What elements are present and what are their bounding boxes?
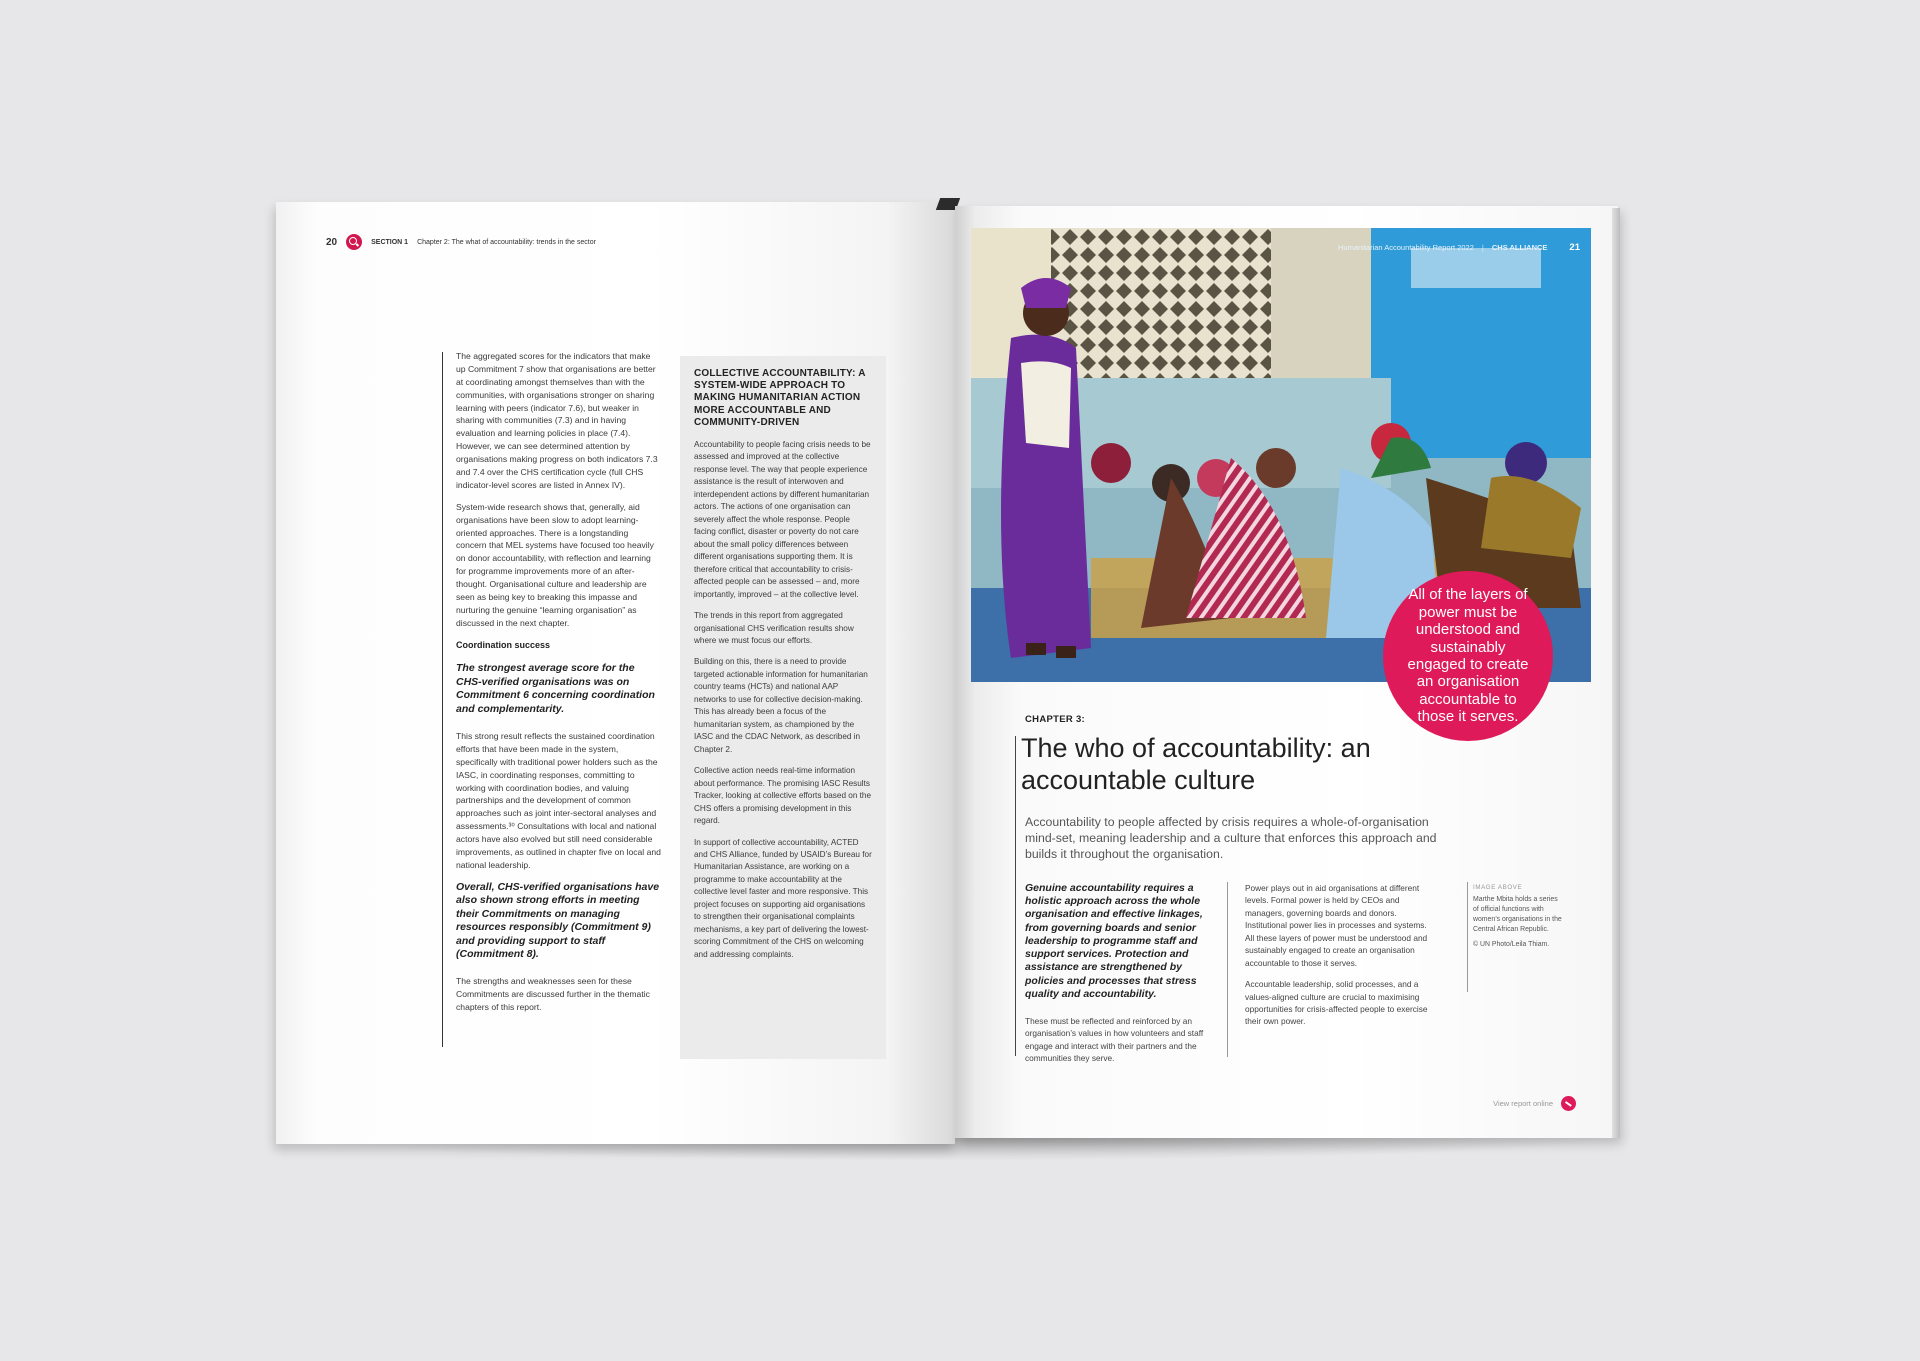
paragraph: Accountability to people facing crisis needs to be assessed and improved at the collective response level. The way that people experience assistance is the result of interwoven and interdependent actions by different humanitarian actors. The actions of one organisation can severely affect the whole response. People facing conflict, disaster or poverty do not care about the small policy differences between different organisations supporting them. It is therefore critical that accountability to crisis-affected people can be assessed – and, more importantly, improved – at the collective level.	[694, 439, 871, 599]
column-rule	[442, 352, 443, 1047]
chapter-label: Chapter 2: The what of accountability: trends in the sector	[417, 238, 596, 246]
highlight-quote: Overall, CHS-verified organisations have also shown strong efforts in meeting their Commitments on managing resources responsibly (Commitment 9) and providing support to staff (Commitment 8).	[456, 880, 660, 960]
arrow-icon	[1561, 1096, 1576, 1111]
right-page-header	[1338, 242, 1580, 253]
paragraph: The trends in this report from aggregated organisational CHS verification results show where we must focus our efforts.	[694, 611, 854, 645]
page-stack-edge	[1612, 208, 1620, 1138]
page-number: 20	[326, 236, 338, 248]
chapter-title: The who of accountability: an accountable culture	[1021, 733, 1371, 796]
column-rule	[1467, 882, 1468, 992]
caption-heading: IMAGE ABOVE	[1473, 884, 1523, 891]
image-caption	[1473, 884, 1565, 955]
view-online-label: View report online	[1493, 1099, 1553, 1108]
subheading: Coordination success	[456, 639, 551, 650]
left-text-column	[456, 350, 661, 1023]
view-online-link[interactable]	[1493, 1096, 1576, 1111]
brand-label: CHS ALLIANCE	[1491, 243, 1548, 252]
paragraph: Power plays out in aid organisations at different levels. Formal power is held by CEOs and managers, governing boards and donors. Institutional power lies in processes and systems. All these layers of power must be understood and sustainably engaged to create an organisation accountable to those it serves.	[1245, 883, 1428, 968]
section-label: SECTION 1	[371, 238, 409, 246]
column-rule	[1227, 882, 1228, 1057]
search-icon	[346, 234, 362, 250]
paragraph: System-wide research shows that, generally, aid organisations have been slow to adopt learning-oriented approaches. There is a longstanding concern that MEL systems have focused too heavily on donor accountability, with reflection and learning for programme improvements more of an after-thought. Organisational culture and leadership are seen as being key to breaking this impasse and nurturing the genuine “learning organisation” as discussed in the next chapter.	[456, 501, 654, 628]
paragraph: The strengths and weaknesses seen for these Commitments are discussed further in the thematic chapters of this report.	[456, 976, 650, 1013]
left-page-header	[326, 234, 596, 250]
page-number: 21	[1569, 242, 1580, 253]
right-page	[955, 206, 1618, 1138]
paragraph: This strong result reflects the sustained coordination efforts that have been made in the system, specifically with traditional power holders such as the IASC, in coordinating responses, committing to working with coordination bodies, and valuing partnerships and the development of common approaches such as joint inter-sectoral analyses and assessments.³⁰ Consultations with local and national actors have also evolved but still need considerable improvements, as outlined in chapter five on local and national leadership.	[456, 730, 661, 870]
chapter-kicker: CHAPTER 3:	[1025, 714, 1086, 725]
chapter-intro: Accountability to people affected by crisis requires a whole-of-organisation mind-set, meaning leadership and a culture that enforces this approach and builds it throughout the organisation.	[1025, 815, 1437, 862]
box-heading: COLLECTIVE ACCOUNTABILITY: A SYSTEM-WIDE APPROACH TO MAKING HUMANITARIAN ACTION MORE ACCOUNTABLE AND COMMUNITY-DRIVEN	[694, 368, 866, 428]
pull-quote-circle	[1383, 571, 1553, 741]
right-column-1	[1025, 882, 1205, 1065]
paragraph: These must be reflected and reinforced by an organisation’s values in how volunteers and staff engage and interact with their partners and the communities they serve.	[1025, 1015, 1204, 1064]
right-column-2	[1245, 882, 1435, 1037]
paragraph: Accountable leadership, solid processes, and a values-aligned culture are crucial to maximising opportunities for crisis-affected people to exercise their own power.	[1245, 979, 1428, 1027]
left-page	[276, 202, 955, 1144]
paragraph: The aggregated scores for the indicators that make up Commitment 7 show that organisations are better at coordinating amongst themselves than with the communities, with organisations stronger on sharing learning with peers (indicator 7.6), but weaker in sharing with communities (7.3) and in having evaluation and learning policies in place (7.4). However, we can see determined attention by organisations making progress on both indicators 7.3 and 7.4 over the CHS certification cycle (full CHS indicator-level scores are listed in Annex IV).	[456, 351, 658, 490]
caption-text: Marthe Mbita holds a series of official functions with women’s organisations in the Central African Republic.	[1473, 895, 1562, 933]
paragraph: Collective action needs real-time information about performance. The promising IASC Results Tracker, looking at collective efforts based on the CHS offers a promising development in this regard.	[694, 766, 872, 826]
title-rule	[1015, 736, 1016, 1056]
collective-accountability-box	[680, 356, 886, 1059]
report-title: Humanitarian Accountability Report 2022	[1337, 243, 1474, 252]
header-separator: |	[1481, 243, 1484, 252]
photo-credit: © UN Photo/Leila Thiam.	[1473, 940, 1550, 948]
highlight-quote: The strongest average score for the CHS-verified organisations was on Commitment 6 concerning coordination and complementarity.	[456, 662, 655, 715]
highlight-quote: Genuine accountability requires a holistic approach across the whole organisation and effective linkages, from governing boards and senior leadership to programme staff and support services. Protection and assistance are strengthened by policies and processes that stress quality and accountability.	[1025, 882, 1203, 1000]
paragraph: Building on this, there is a need to provide targeted actionable information for humanitarian country teams (HCTs) and national AAP networks to use for collective decision-making. This has already been a focus of the humanitarian system, as championed by the IASC and the CDAC Network, as described in Chapter 2.	[694, 657, 868, 754]
paragraph: In support of collective accountability, ACTED and CHS Alliance, funded by USAID’s Bureau for Humanitarian Assistance, are working on a programme to make accountability at the collective level faster and more responsive. This project focuses on supporting aid organisations to strengthen their organisational complaints mechanisms, a key part of delivering the lowest-scoring Commitment of the CHS on welcoming and addressing complaints.	[694, 837, 872, 959]
pull-quote: All of the layers of power must be understood and sustainably engaged to create an organisation accountable to those it serves.	[1407, 586, 1529, 726]
